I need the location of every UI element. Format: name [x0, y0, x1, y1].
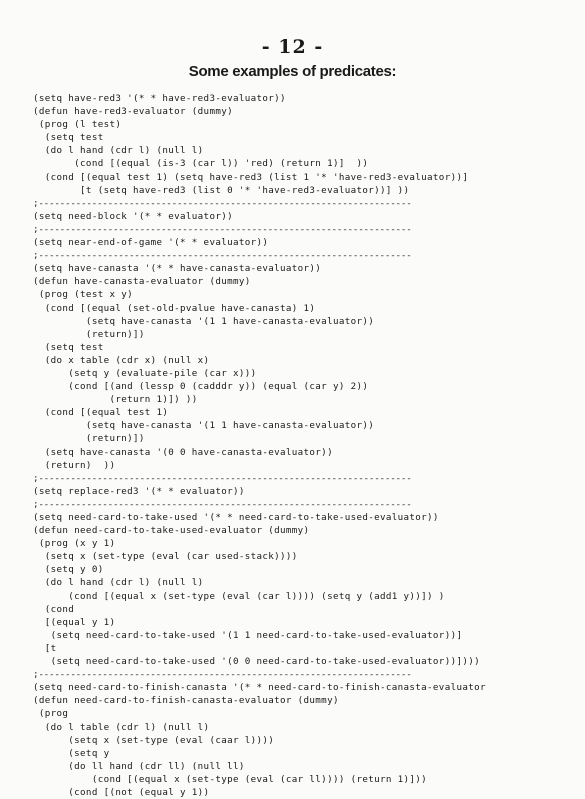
code-line: (defun need-card-to-take-used-evaluator (dummy): [33, 525, 310, 537]
section-heading: Some examples of predicates:: [188, 63, 397, 80]
code-line: (prog (l test): [33, 119, 122, 131]
code-line: (do l hand (cdr l) (null l): [33, 577, 204, 589]
code-line: (prog (x y 1): [33, 538, 116, 550]
code-line: (cond [(equal (set-old-pvalue have-canasta) 1): [33, 302, 316, 314]
code-line: (do l hand (cdr l) (null l): [33, 145, 204, 157]
code-line: (setq y (evaluate-pile (car x))): [33, 367, 257, 379]
code-line: (setq near-end-of-game '(* * evaluator)): [33, 237, 269, 249]
code-line: [t (setq have-red3 (list 0 '* 'have-red3-evaluator))] )): [33, 184, 410, 196]
code-line: (do x table (cdr x) (null x): [33, 354, 210, 366]
code-line: (setq test: [33, 341, 104, 353]
code-line: (setq replace-red3 '(* * evaluator)): [33, 485, 245, 497]
code-line: (setq need-card-to-take-used '(* * need-card-to-take-used-evaluator)): [33, 512, 439, 523]
code-line: (setq have-canasta '(1 1 have-canasta-evaluator)): [33, 420, 375, 432]
code-line: (setq y: [33, 747, 110, 759]
code-line: (setq have-canasta '(* * have-canasta-evaluator)): [33, 263, 322, 275]
code-line: (cond [(equal x (set-type (eval (car ll)))) (return 1)])): [33, 773, 428, 785]
code-line: (setq x (set-type (eval (car used-stack)))): [33, 551, 298, 563]
code-line: [t: [33, 642, 57, 654]
code-line: (setq x (set-type (eval (caar l)))): [33, 734, 275, 746]
code-line: (setq need-card-to-take-used '(0 0 need-card-to-take-used-evaluator))]))): [33, 656, 480, 668]
code-line: (do l table (cdr l) (null l): [33, 721, 210, 733]
code-line: (cond [(equal x (set-type (eval (car l)))) (setq y (add1 y))]) ): [33, 590, 445, 602]
code-line: (do ll hand (cdr ll) (null ll): [33, 760, 245, 772]
code-line: (setq test: [33, 132, 104, 144]
code-line: (setq need-card-to-finish-canasta '(* * need-card-to-finish-canasta-evaluator: [33, 682, 486, 694]
code-line: (setq have-red3 '(* * have-red3-evaluator)): [33, 93, 286, 104]
code-line: (prog (test x y): [33, 289, 133, 301]
code-line: (return 1)]) )): [33, 394, 198, 406]
page-number: - 12 -: [261, 36, 324, 58]
code-line: (prog: [33, 708, 69, 720]
code-line: (cond [(equal (is-3 (car l)) 'red) (return 1)] )): [33, 158, 369, 170]
code-line: (defun need-card-to-finish-canasta-evaluator (dummy): [33, 695, 339, 707]
separator-line: ;----------------------------------------------------------------------: [33, 498, 412, 510]
code-line: (return)]): [33, 328, 145, 340]
code-line: (setq need-block '(* * evaluator)): [33, 210, 233, 222]
separator-line: ;----------------------------------------------------------------------: [33, 223, 412, 235]
code-line: (defun have-canasta-evaluator (dummy): [33, 276, 251, 288]
separator-line: ;----------------------------------------------------------------------: [33, 669, 412, 681]
code-line: (cond [(and (lessp 0 (cadddr y)) (equal (car y) 2)): [33, 381, 369, 393]
code-line: (setq y 0): [33, 564, 104, 576]
separator-line: ;----------------------------------------------------------------------: [33, 472, 412, 484]
code-line: (cond [(not (equal y 1)): [33, 786, 210, 798]
code-line: (return)]): [33, 433, 145, 445]
code-line: (cond: [33, 603, 75, 615]
separator-line: ;----------------------------------------------------------------------: [33, 197, 412, 209]
code-line: (cond [(equal test 1) (setq have-red3 (list 1 '* 'have-red3-evaluator))]: [33, 171, 469, 183]
separator-line: ;----------------------------------------------------------------------: [33, 250, 412, 262]
code-line: (cond [(equal test 1): [33, 407, 169, 419]
code-line: (return) )): [33, 459, 116, 471]
code-line: [(equal y 1): [33, 616, 116, 628]
code-line: (setq need-card-to-take-used '(1 1 need-card-to-take-used-evaluator))]: [33, 629, 463, 641]
code-line: (setq have-canasta '(0 0 have-canasta-evaluator)): [33, 446, 333, 458]
lisp-code-listing: [33, 92, 585, 799]
code-line: (defun have-red3-evaluator (dummy): [33, 106, 233, 118]
code-line: (setq have-canasta '(1 1 have-canasta-evaluator)): [33, 315, 375, 327]
